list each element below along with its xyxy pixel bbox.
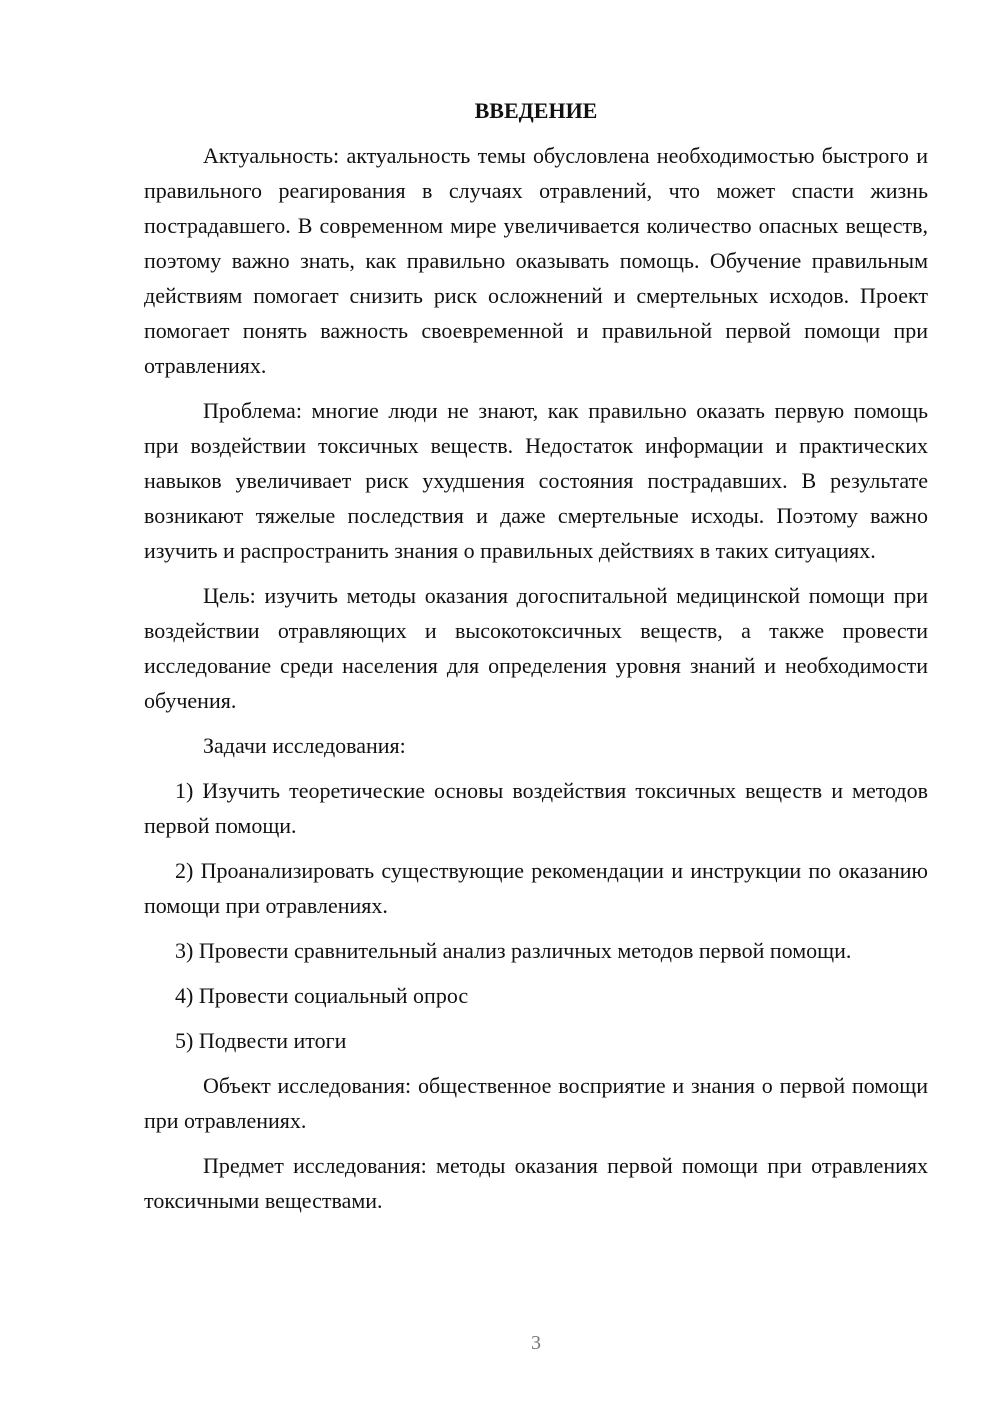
tasks-heading: Задачи исследования: — [203, 733, 406, 758]
task-item: 2) Проанализировать существующие рекомендации и инструкции по оказанию помощи при отравлениях. — [144, 858, 928, 918]
section-title: ВВЕДЕНИЕ — [474, 98, 598, 123]
task-item: 4) Провести социальный опрос — [175, 983, 469, 1008]
task-item: 3) Провести сравнительный анализ различных методов первой помощи. — [175, 938, 852, 963]
page-content — [144, 96, 928, 1218]
object-paragraph: Объект исследования: общественное восприятие и знания о первой помощи при отравлениях. — [144, 1073, 928, 1133]
subject-paragraph: Предмет исследования: методы оказания первой помощи при отравлениях токсичными веществами. — [144, 1153, 928, 1213]
page-number: 3 — [531, 1332, 541, 1354]
task-item: 5) Подвести итоги — [175, 1028, 347, 1053]
problem-paragraph: Проблема: многие люди не знают, как правильно оказать первую помощь при воздействии токсичных веществ. Недостаток информации и практических навыков увеличивает риск ухудшения состояния пострадавших. В результате возникают тяжелые последствия и даже смертельные исходы. Поэтому важно изучить и распространить знания о правильных действиях в таких ситуациях. — [144, 398, 928, 563]
relevance-paragraph: Актуальность: актуальность темы обусловлена необходимостью быстрого и правильного реагирования в случаях отравлений, что может спасти жизнь пострадавшего. В современном мире увеличивается количество опасных веществ, поэтому важно знать, как правильно оказывать помощь. Обучение правильным действиям помогает снизить риск осложнений и смертельных исходов. Проект помогает понять важность своевременной и правильной первой помощи при отравлениях. — [144, 143, 928, 378]
task-item: 1) Изучить теоретические основы воздействия токсичных веществ и методов первой помощи. — [144, 778, 928, 838]
goal-paragraph: Цель: изучить методы оказания догоспитальной медицинской помощи при воздействии отравляющих и высокотоксичных веществ, а также провести исследование среди населения для определения уровня знаний и необходимости обучения. — [144, 583, 928, 713]
